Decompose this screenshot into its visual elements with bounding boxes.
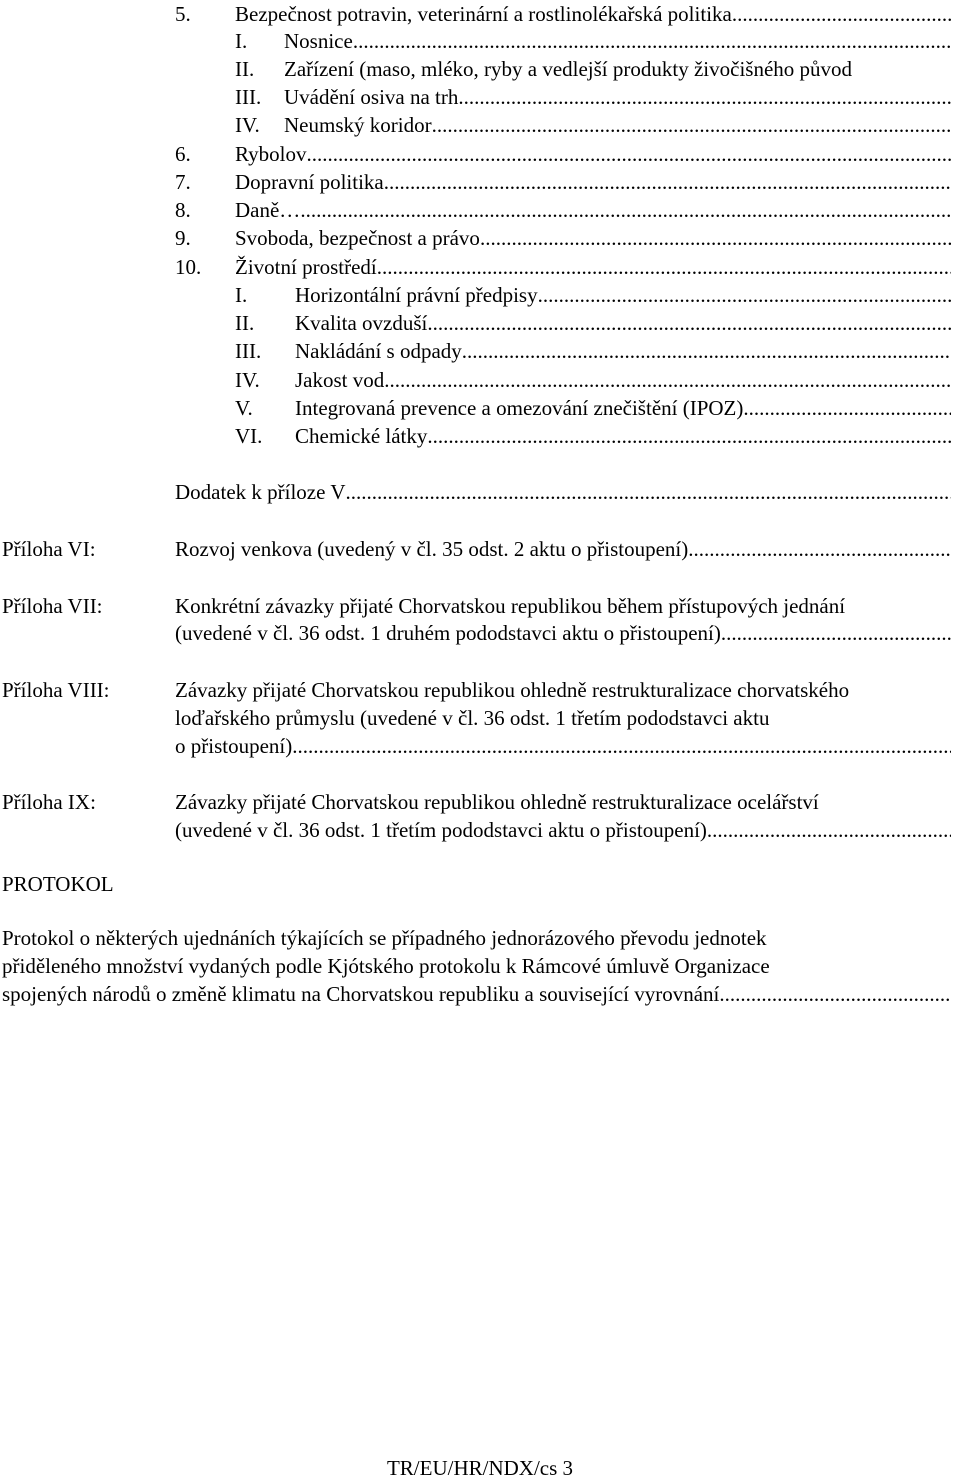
leader-dots	[300, 196, 951, 224]
annex-title: Závazky přijaté Chorvatskou republikou ohledně restrukturalizace chorvatského	[175, 678, 850, 702]
toc-item-title: Integrovaná prevence a omezování znečištění (IPOZ)	[295, 396, 744, 420]
leader-dots	[427, 309, 951, 337]
protokol-last-line	[2, 980, 951, 1008]
annex-line	[175, 732, 951, 760]
toc-item-title: Uvádění osiva na trh	[284, 85, 459, 109]
toc-item	[235, 27, 951, 55]
toc-item	[175, 253, 951, 281]
toc-item	[235, 309, 951, 337]
toc-item	[235, 337, 951, 365]
leader-dots	[743, 394, 951, 422]
leader-dots	[427, 422, 951, 450]
page-footer: TR/EU/HR/NDX/cs 3	[386, 1456, 574, 1480]
toc-item	[175, 168, 951, 196]
toc-item-title: Rybolov	[235, 142, 307, 166]
annex-label: Příloha VII:	[2, 594, 103, 618]
toc-item-title: Daně…	[235, 198, 301, 222]
leader-dots	[307, 140, 951, 168]
annex-title: Rozvoj venkova (uvedený v čl. 35 odst. 2 aktu o přistoupení)	[175, 537, 689, 561]
toc-item-title: Životní prostředí	[235, 255, 377, 279]
toc-item-number: III.	[235, 339, 262, 363]
toc-dodatek	[175, 478, 951, 506]
leader-dots	[432, 111, 951, 139]
annex-label: Příloha VI:	[2, 537, 96, 561]
leader-dots	[707, 816, 951, 844]
toc-item-number: 5.	[175, 2, 191, 26]
leader-dots	[377, 253, 951, 281]
leader-dots	[353, 27, 951, 55]
toc-item-number: I.	[235, 283, 248, 307]
toc-dodatek-title: Dodatek k příloze V	[175, 480, 346, 504]
toc-item-number: 8.	[175, 198, 191, 222]
leader-dots	[384, 366, 951, 394]
protokol-text-line: přiděleného množství vydaných podle Kjótského protokolu k Rámcové úmluvě Organizace	[2, 954, 770, 978]
leader-dots	[719, 980, 951, 1008]
toc-item-number: VI.	[235, 424, 263, 448]
annex-line	[175, 535, 951, 563]
toc-item	[175, 140, 951, 168]
toc-item	[235, 366, 951, 394]
toc-item-number: III.	[235, 85, 262, 109]
annex-title: (uvedené v čl. 36 odst. 1 druhém pododstavci aktu o přistoupení)	[175, 621, 721, 645]
annex-title: Závazky přijaté Chorvatskou republikou ohledně restrukturalizace ocelářství	[175, 790, 819, 814]
protokol-text-line: spojených národů o změně klimatu na Chorvatskou republiku a související vyrovnání	[2, 982, 720, 1006]
leader-dots	[480, 224, 951, 252]
toc-item-title: Dopravní politika	[235, 170, 384, 194]
toc-item-title: Bezpečnost potravin, veterinární a rostlinolékařská politika	[235, 2, 732, 26]
annex-title: (uvedené v čl. 36 odst. 1 třetím pododstavci aktu o přistoupení)	[175, 818, 707, 842]
leader-dots	[345, 478, 951, 506]
leader-dots	[688, 535, 951, 563]
toc-item	[235, 394, 951, 422]
toc-item-title: Kvalita ovzduší	[295, 311, 428, 335]
toc-item-title: Svoboda, bezpečnost a právo	[235, 226, 480, 250]
toc-item	[235, 55, 951, 83]
toc-item-number: V.	[235, 396, 253, 420]
leader-dots	[384, 168, 951, 196]
leader-dots	[458, 83, 951, 111]
toc-item-title: Neumský koridor	[284, 113, 432, 137]
toc-item-title: Horizontální právní předpisy	[295, 283, 538, 307]
toc-item-number: 10.	[175, 255, 202, 279]
toc-item-title: Chemické látky	[295, 424, 428, 448]
toc-item-number: 6.	[175, 142, 191, 166]
toc-item-number: II.	[235, 311, 255, 335]
toc-item	[175, 196, 951, 224]
toc-item	[235, 111, 951, 139]
toc-item-title: Nosnice	[284, 29, 353, 53]
annex-label: Příloha VIII:	[2, 678, 110, 702]
toc-item-number: II.	[235, 57, 255, 81]
toc-item	[235, 422, 951, 450]
toc-item-number: 9.	[175, 226, 191, 250]
toc-item-number: I.	[235, 29, 248, 53]
toc-item-number: IV.	[235, 113, 260, 137]
toc-item	[175, 0, 951, 28]
leader-dots	[732, 0, 951, 28]
toc-item-number: IV.	[235, 368, 260, 392]
toc-item-title: Zařízení (maso, mléko, ryby a vedlejší produkty živočišného původ	[284, 57, 853, 81]
annex-title: o přistoupení)..	[175, 734, 303, 758]
annex-line	[175, 816, 951, 844]
annex-line	[175, 619, 951, 647]
toc-item-number: 7.	[175, 170, 191, 194]
leader-dots	[303, 732, 951, 760]
leader-dots	[462, 337, 951, 365]
toc-item	[235, 83, 951, 111]
protokol-text-line: Protokol o některých ujednáních týkajících se případného jednorázového převodu jednotek	[2, 926, 767, 950]
toc-item	[175, 224, 951, 252]
annex-title: loďařského průmyslu (uvedené v čl. 36 odst. 1 třetím pododstavci aktu	[175, 706, 770, 730]
protokol-heading: PROTOKOL	[2, 872, 114, 896]
leader-dots	[721, 619, 951, 647]
toc-item-title: Jakost vod	[295, 368, 385, 392]
annex-label: Příloha IX:	[2, 790, 96, 814]
leader-dots	[538, 281, 951, 309]
toc-item	[235, 281, 951, 309]
toc-item-title: Nakládání s odpady	[295, 339, 462, 363]
annex-title: Konkrétní závazky přijaté Chorvatskou republikou během přístupových jednání	[175, 594, 846, 618]
